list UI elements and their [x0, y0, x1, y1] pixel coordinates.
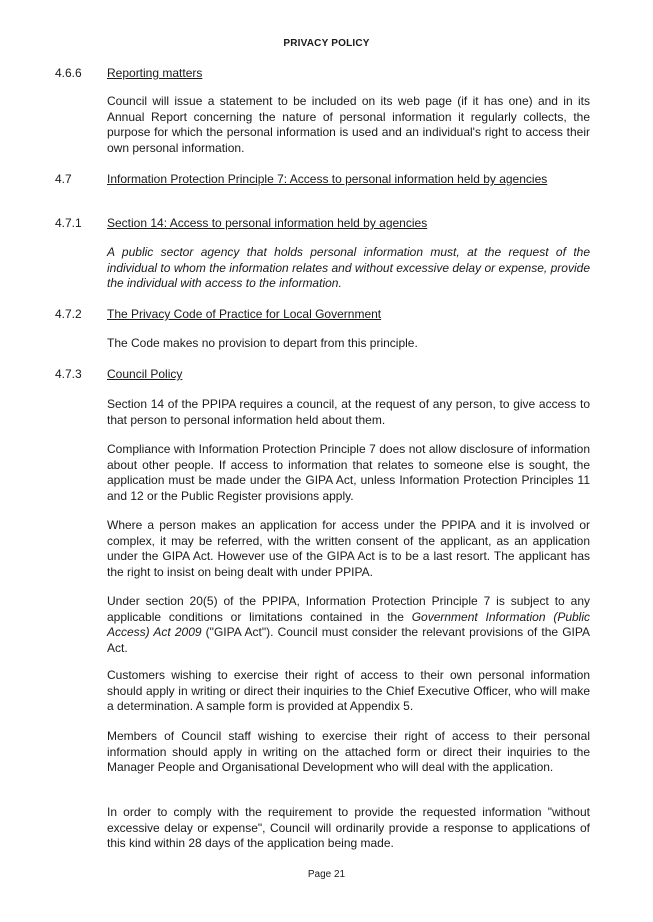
section-number: 4.6.6 — [55, 66, 82, 80]
section-heading: Information Protection Principle 7: Access to personal information held by agencies — [107, 172, 548, 186]
section-number: 4.7.2 — [55, 307, 82, 321]
text-run: ("GIPA Act"). Council must consider the relevant provisions of the GIPA Act. — [107, 625, 590, 655]
section-heading: The Privacy Code of Practice for Local Government — [107, 307, 382, 321]
quoted-principle: A public sector agency that holds personal information must, at the request of the individual to whom the information relates and without excessive delay or expense, provide the individual with access to the information. — [107, 245, 590, 291]
section-heading: Section 14: Access to personal information held by agencies — [107, 216, 428, 230]
paragraph-policy-1: Section 14 of the PPIPA requires a council, at the request of any person, to give access to that person to personal information held about them. — [107, 397, 590, 427]
paragraph-policy-7: In order to comply with the requirement to provide the requested information "without excessive delay or expense", Council will ordinarily provide a response to applications of this kind within 28 days of the application being made. — [107, 805, 590, 851]
section-heading: Reporting matters — [107, 66, 203, 80]
section-heading: Council Policy — [107, 367, 183, 381]
paragraph-policy-3: Where a person makes an application for access under the PPIPA and it is involved or complex, it may be referred, with the written consent of the applicant, as an application under the GIPA Act. However use of the GIPA Act is to be a last resort. The applicant has the right to insist on being dealt with under PPIPA. — [107, 518, 590, 579]
paragraph-policy-6: Members of Council staff wishing to exercise their right of access to their personal information should apply in writing on the attached form or direct their inquiries to the Manager People and Organisational Development who will deal with the application. — [107, 729, 590, 775]
act-title: Government Information (Public Access) Act 2009 — [107, 609, 591, 640]
paragraph-policy-5: Customers wishing to exercise their right of access to their own personal information should apply in writing or direct their inquiries to the Chief Executive Officer, who will make a determination. A sample form is provided at Appendix 5. — [107, 668, 590, 714]
section-number: 4.7 — [55, 172, 72, 186]
page-number: Page 21 — [307, 869, 346, 880]
paragraph-reporting: Council will issue a statement to be included on its web page (if it has one) and in its Annual Report concerning the nature of personal information it regularly collects, the purpose for which the personal information is used and an individual's right to access their own personal information. — [107, 94, 590, 155]
text-run: Under section 20(5) of the PPIPA, Information Protection Principle 7 is subject to any applicable conditions or limitations contained in the — [107, 594, 590, 624]
paragraph-policy-2: Compliance with Information Protection Principle 7 does not allow disclosure of information about other people. If access to information that relates to someone else is sought, the application must be made under the GIPA Act, unless Information Protection Principles 11 and 12 or the Public Register provisions apply. — [107, 442, 590, 503]
page-header: PRIVACY POLICY — [283, 38, 370, 49]
paragraph-policy-4 — [107, 594, 590, 656]
paragraph-code: The Code makes no provision to depart from this principle. — [107, 336, 418, 350]
section-number: 4.7.3 — [55, 367, 82, 381]
section-number: 4.7.1 — [55, 216, 82, 230]
